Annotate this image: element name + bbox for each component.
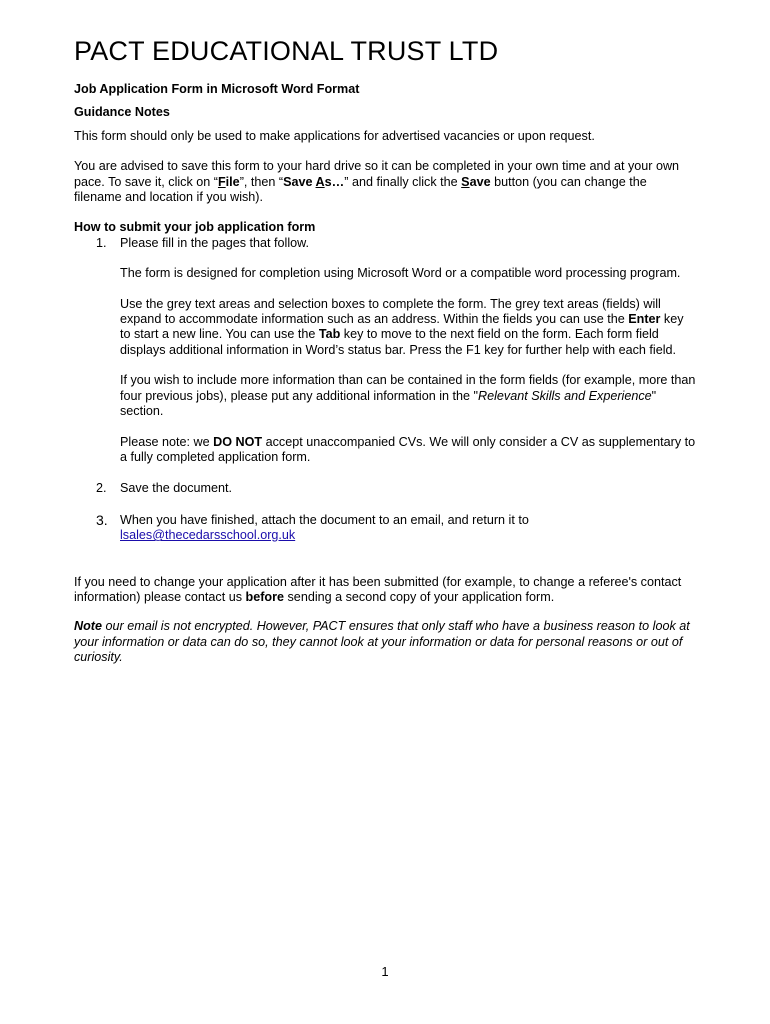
save-text-2: ”, then “ [239,174,284,189]
change-application-paragraph [74,575,696,606]
step-number: 1. [96,235,107,250]
email-link[interactable]: lsales@thecedarsschool.org.uk [120,528,296,543]
text: sending a second copy of your application form. [284,589,555,604]
save-text-3: ” and finally click the [344,174,462,189]
enter-key-text: Enter [628,312,661,327]
step-text: Save the document. [120,481,233,496]
save-text-1: You are advised to save this form to your hard drive so it can be completed in your own time and at your own pace. To save it, click on “ [74,159,680,189]
save-as-rest: s… [324,174,345,189]
step-paragraph: The form is designed for completion using Microsoft Word or a compatible word processing program. [120,266,681,281]
document-page [74,34,696,666]
save-text-4: button (you can change the filename and location if you wish). [74,174,647,205]
tab-key-text: Tab [318,327,341,342]
text: key to move to the next field on the form. Each form field displays additional information in Word’s status bar. Press the F1 key for further help with each field. [120,327,677,357]
text: Use the grey text areas and selection boxes to complete the form. The grey text areas (fields) will expand to accommodate information such as an address. Within the fields you can use the [120,296,661,327]
step-text: When you have finished, attach the document to an email, and return it to [120,512,529,527]
note-text: our email is not encrypted. However, PACT ensures that only staff who have a business reason to look at your information or data can do so, they cannot look at your information or data for personal reasons or out of curiosity. [74,619,690,665]
page-title: PACT EDUCATIONAL TRUST LTD [74,36,499,66]
save-underline: S [461,174,470,189]
step-paragraph [120,373,696,419]
text: If you wish to include more information than can be contained in the form fields (for example, more than four previous jobs), please put any additional information in the " [120,373,696,403]
steps-list [74,236,696,544]
guidance-heading: Guidance Notes [74,105,170,120]
section-name: Relevant Skills and Experience [478,388,652,403]
step-paragraph [120,435,696,466]
save-instructions-paragraph [74,159,696,205]
save-as-1: Save [283,174,316,189]
save-rest: ave [469,174,491,189]
list-item [74,481,696,496]
file-rest: ile [225,174,240,189]
file-underline: F [217,174,226,189]
text: key to start a new line. You can use the [120,312,684,342]
intro-paragraph: This form should only be used to make applications for advertised vacancies or upon request. [74,128,595,143]
note-paragraph [74,619,696,665]
step-text: Please fill in the pages that follow. [120,235,310,250]
text: Please note: we [120,434,214,449]
list-item [74,236,696,465]
text: " section. [120,388,657,419]
before-text: before [245,589,285,604]
note-label: Note [74,619,102,634]
list-item [74,513,696,544]
step-number: 3. [96,511,108,528]
text: accept unaccompanied CVs. We will only consider a CV as supplementary to a fully completed application form. [120,434,696,464]
do-not-text: DO NOT [213,434,263,449]
step-paragraph [120,297,696,359]
step-number: 2. [96,481,107,496]
text: If you need to change your application after it has been submitted (for example, to change a referee's contact information) please contact us [74,574,682,604]
how-to-submit-heading: How to submit your job application form [74,220,316,235]
form-subtitle: Job Application Form in Microsoft Word Format [74,82,360,96]
save-as-underline: A [315,174,325,189]
page-number: 1 [381,964,389,979]
